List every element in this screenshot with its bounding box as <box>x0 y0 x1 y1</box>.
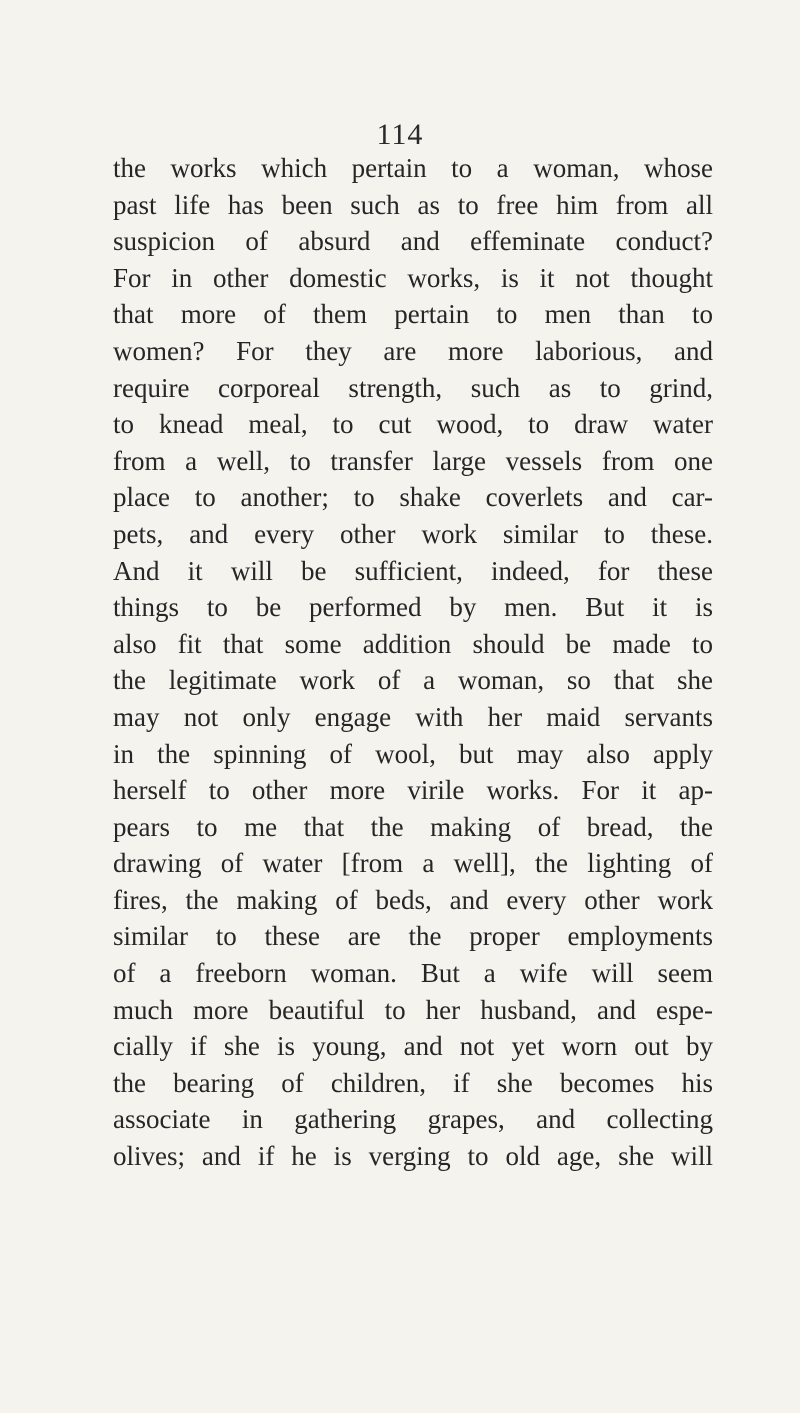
text-line: the works which pertain to a woman, whose <box>113 153 713 183</box>
text-line: require corporeal strength, such as to grind, <box>113 372 713 403</box>
text-line: also fit that some addition should be made to <box>113 628 713 659</box>
text-line: women? For they are more laborious, and <box>113 335 713 366</box>
text-line: pears to me that the making of bread, the <box>113 811 713 842</box>
text-line: drawing of water [from a well], the lighting of <box>113 848 713 879</box>
text-line: much more beautiful to her husband, and espe- <box>113 994 713 1025</box>
page-number: 114 <box>376 118 424 151</box>
text-line: the bearing of children, if she becomes his <box>113 1067 713 1098</box>
text-line: may not only engage with her maid servants <box>113 701 713 732</box>
text-line: cially if she is young, and not yet worn out by <box>113 1031 713 1062</box>
text-line: And it will be sufficient, indeed, for these <box>113 555 713 586</box>
text-line: of a freeborn woman. But a wife will seem <box>113 958 713 989</box>
text-line: associate in gathering grapes, and collecting <box>113 1104 713 1135</box>
text-line: that more of them pertain to men than to <box>113 299 713 330</box>
text-line: in the spinning of wool, but may also apply <box>113 738 713 769</box>
text-line: past life has been such as to free him from all <box>113 189 713 220</box>
text-line: herself to other more virile works. For it ap- <box>113 775 713 806</box>
text-line: similar to these are the proper employments <box>113 921 713 952</box>
text-line: pets, and every other work similar to these. <box>113 518 713 549</box>
text-line: place to another; to shake coverlets and car- <box>113 482 713 513</box>
text-line: things to be performed by men. But it is <box>113 592 713 623</box>
text-line: to knead meal, to cut wood, to draw water <box>113 409 713 440</box>
text-line: the legitimate work of a woman, so that she <box>113 665 713 696</box>
text-line: from a well, to transfer large vessels from one <box>113 445 713 476</box>
body-text <box>113 150 713 1175</box>
text-line: fires, the making of beds, and every other work <box>113 884 713 915</box>
text-line: suspicion of absurd and effeminate conduct? <box>113 226 713 257</box>
text-line: olives; and if he is verging to old age, she will <box>113 1141 713 1172</box>
text-line: For in other domestic works, is it not thought <box>113 262 713 293</box>
